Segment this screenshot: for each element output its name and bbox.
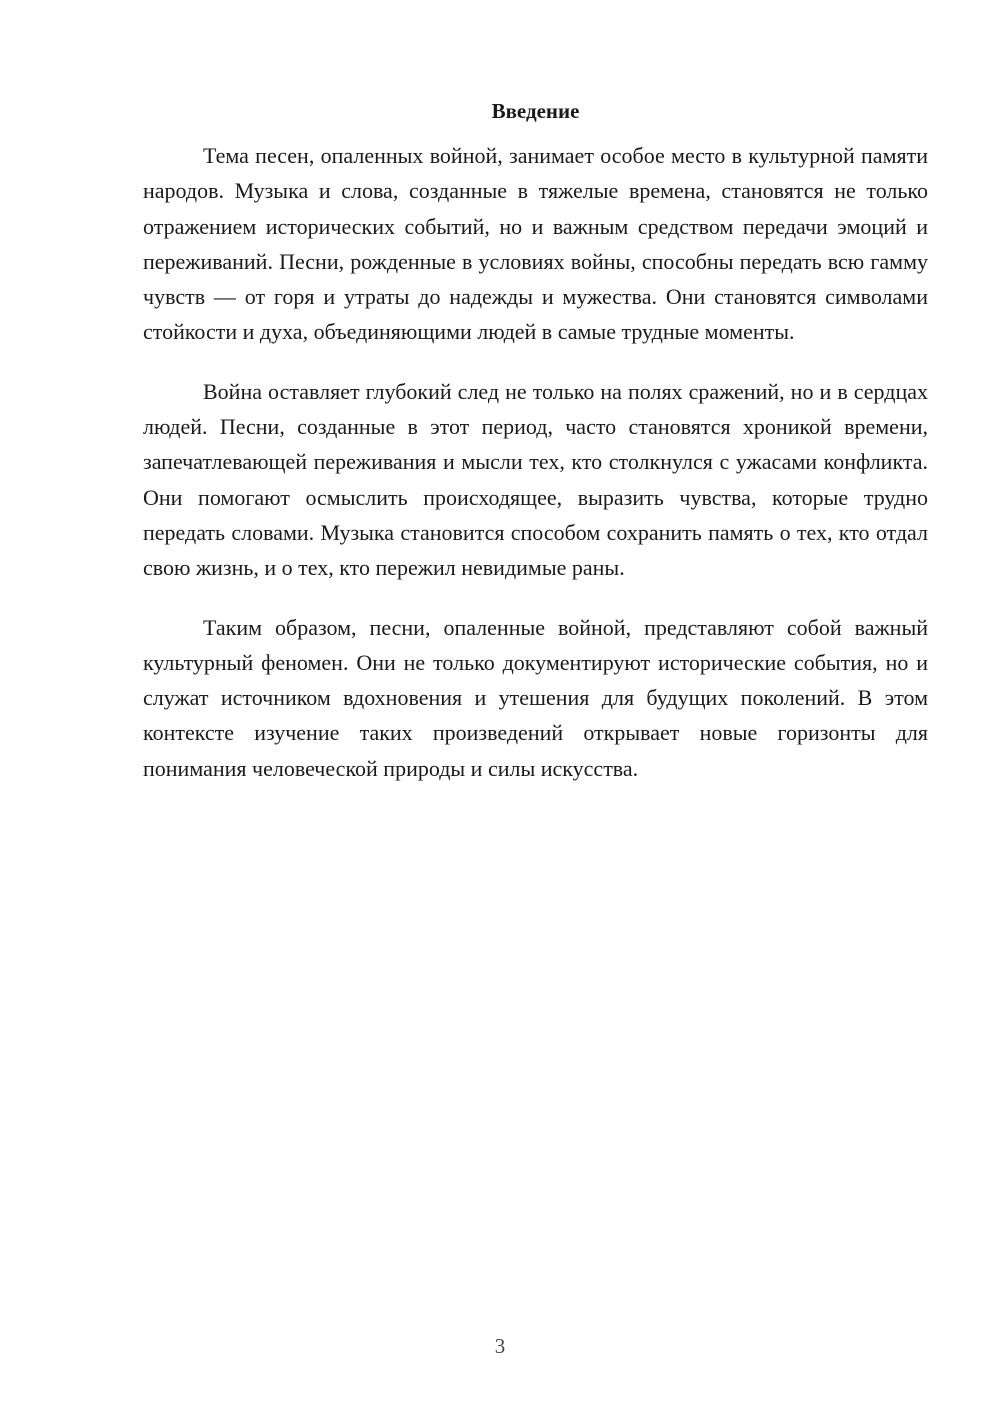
paragraph-3: Таким образом, песни, опаленные войной, представляют собой важный культурный феномен. Они не только документируют исторические события, но и служат источником вдохновения и утешения для будущих поколений. В этом контексте изучение таких произведений открывает новые горизонты для понимания человеческой природы и силы искусства.	[143, 614, 928, 781]
paragraph-1: Тема песен, опаленных войной, занимает особое место в культурной памяти народов. Музыка и слова, созданные в тяжелые времена, становятся не только отражением исторических событий, но и важным средством передачи эмоций и переживаний. Песни, рожденные в условиях войны, способны передать всю гамму чувств — от горя и утраты до надежды и мужества. Они становятся символами стойкости и духа, объединяющими людей в самые трудные моменты.	[143, 143, 928, 345]
paragraph-2: Война оставляет глубокий след не только на полях сражений, но и в сердцах людей. Песни, созданные в этот период, часто становятся хроникой времени, запечатлевающей переживания и мысли тех, кто столкнулся с ужасами конфликта. Они помогают осмыслить происходящее, выразить чувства, которые трудно передать словами. Музыка становится способом сохранить память о тех, кто отдал свою жизнь, и о тех, кто пережил невидимые раны.	[143, 378, 928, 581]
page-content	[143, 96, 928, 810]
page-number: 3	[494, 1334, 506, 1358]
section-heading: Введение	[491, 99, 580, 123]
